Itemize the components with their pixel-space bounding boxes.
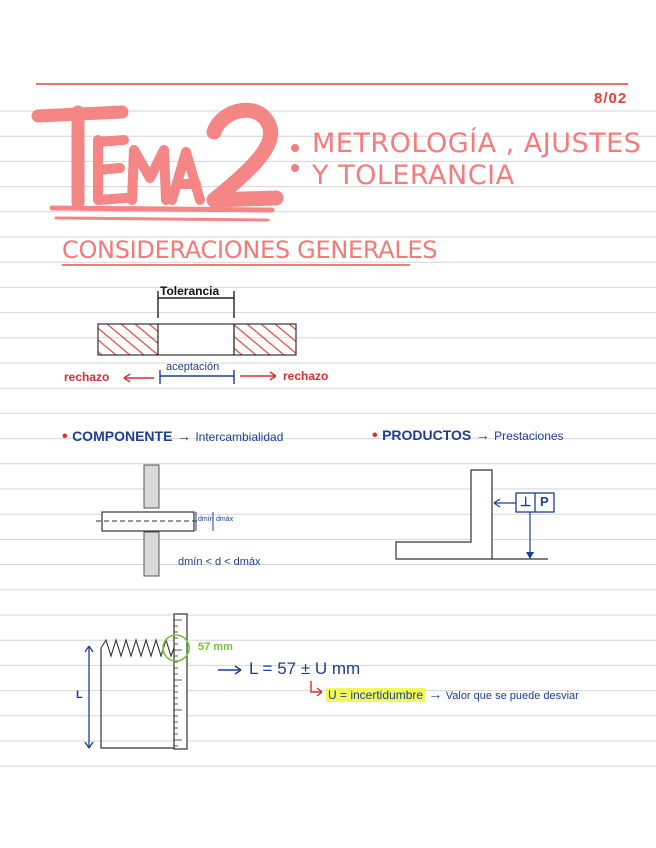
uncertainty-arrow: → bbox=[428, 686, 443, 702]
datum-p-label: P bbox=[540, 494, 549, 509]
dmax-label: dmáx bbox=[216, 516, 234, 523]
component-meaning: Intercambialidad bbox=[195, 430, 284, 444]
tolerance-label: Tolerancia bbox=[160, 284, 220, 298]
length-label: L bbox=[76, 689, 83, 701]
measurement-formula: L = 57 ± U mm bbox=[249, 659, 361, 678]
products-meaning: Prestaciones bbox=[494, 429, 564, 443]
uncertainty-row bbox=[326, 686, 579, 702]
reject-left-label: rechazo bbox=[64, 370, 110, 384]
products-title: PRODUCTOS bbox=[382, 427, 472, 443]
component-arrow: → bbox=[176, 428, 191, 444]
page-date: 8/02 bbox=[594, 90, 628, 107]
products-bullet: • bbox=[372, 427, 378, 444]
products-arrow: → bbox=[475, 427, 490, 443]
component-bullet: • bbox=[62, 428, 68, 445]
title-subtitle-line2: Y TOLERANCIA bbox=[312, 160, 515, 191]
dmin-label: dmín bbox=[198, 516, 214, 523]
reading-label: 57 mm bbox=[198, 641, 233, 653]
acceptance-label: aceptación bbox=[166, 361, 220, 373]
perpendicularity-symbol: ⊥ bbox=[520, 494, 532, 509]
diameter-inequality: dmín < d < dmáx bbox=[178, 556, 261, 568]
uncertainty-explanation: Valor que se puede desviar bbox=[445, 690, 579, 702]
section-heading: CONSIDERACIONES GENERALES bbox=[62, 236, 438, 264]
uncertainty-definition: U = incertidumbre bbox=[328, 688, 424, 702]
title-subtitle-line1: METROLOGÍA , AJUSTES bbox=[312, 128, 642, 159]
reject-right-label: rechazo bbox=[283, 369, 329, 383]
component-title: COMPONENTE bbox=[72, 428, 173, 444]
